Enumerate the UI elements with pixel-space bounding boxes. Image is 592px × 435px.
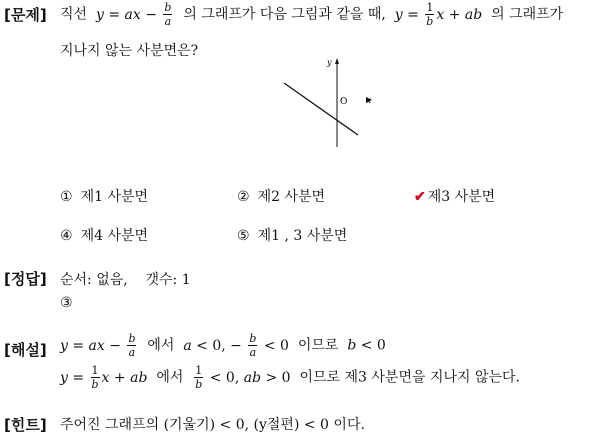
explanation-l1-end: 이므로	[297, 337, 339, 354]
hint-text-c: 이다.	[333, 417, 365, 433]
question-line-2: 지나지 않는 사분면은?	[60, 43, 199, 59]
origin-label: O	[340, 97, 348, 107]
hint-text-b: (y절편)	[253, 417, 300, 433]
explanation-result-1: b < 0	[342, 337, 386, 354]
explanation-line-2	[60, 365, 520, 390]
question-text-a: 직선	[60, 6, 88, 23]
answer-line-1: 순서: 없음, 갯수: 1	[60, 272, 191, 288]
explanation-cond-1: a < 0, − $\frac{b}{a}$ < 0	[178, 332, 289, 359]
explanation-l2-end: 이므로 제3 사분면을 지나지 않는다.	[299, 369, 520, 386]
hint-cond-2: < 0	[303, 417, 329, 433]
check-icon: ✔	[414, 189, 426, 205]
equation-given: y = ax − $\frac{b}{a}$	[91, 1, 172, 28]
option-5-label: 제1 , 3 사분면	[257, 228, 348, 244]
y-axis-label: y	[327, 58, 332, 67]
option-1-label: 제1 사분면	[80, 189, 149, 205]
hint-tag: [힌트]	[4, 416, 47, 434]
line-graph	[276, 55, 376, 150]
explanation-cond-2: $\frac{1}{b}$ < 0, ab > 0	[195, 364, 291, 391]
hint-line	[60, 414, 365, 434]
question-text-c: 의 그래프가	[491, 6, 564, 23]
y-axis-arrow	[335, 58, 339, 64]
hint-text-a: 주어진 그래프의 (기울기)	[60, 417, 216, 433]
option-4[interactable]	[60, 225, 148, 245]
option-2-label: 제2 사분면	[257, 189, 326, 205]
option-2-mark: ②	[237, 189, 250, 205]
option-5[interactable]	[237, 225, 347, 245]
hint-cond-1: < 0,	[219, 417, 250, 433]
option-3-label: 제3 사분면	[427, 189, 496, 205]
equation-target: y = $\frac{1}{b}$ x + ab	[390, 1, 487, 28]
problem-tag: [문제]	[4, 6, 47, 24]
explanation-l2-mid: 에서	[156, 369, 184, 386]
explanation-eq-1: y = ax − $\frac{b}{a}$	[60, 332, 136, 359]
option-1[interactable]	[60, 186, 148, 206]
option-2[interactable]	[237, 186, 325, 206]
question-line-1	[60, 2, 563, 27]
option-4-mark: ④	[60, 228, 73, 244]
explanation-eq-2: y = $\frac{1}{b}$ x + ab	[60, 364, 152, 391]
question-text-b: 의 그래프가 다음 그림과 같을 때,	[183, 6, 386, 23]
explanation-line-1	[60, 333, 386, 358]
option-3[interactable]	[414, 186, 495, 206]
explanation-tag: [해설]	[4, 341, 47, 359]
option-1-mark: ①	[60, 189, 73, 205]
x-axis-label: x	[366, 96, 372, 106]
explanation-l1-mid: 에서	[147, 337, 175, 354]
option-5-mark: ⑤	[237, 228, 250, 244]
graph-line	[284, 83, 358, 135]
answer-line-2: ③	[60, 295, 73, 311]
option-4-label: 제4 사분면	[80, 228, 149, 244]
answer-tag: [정답]	[4, 270, 47, 288]
